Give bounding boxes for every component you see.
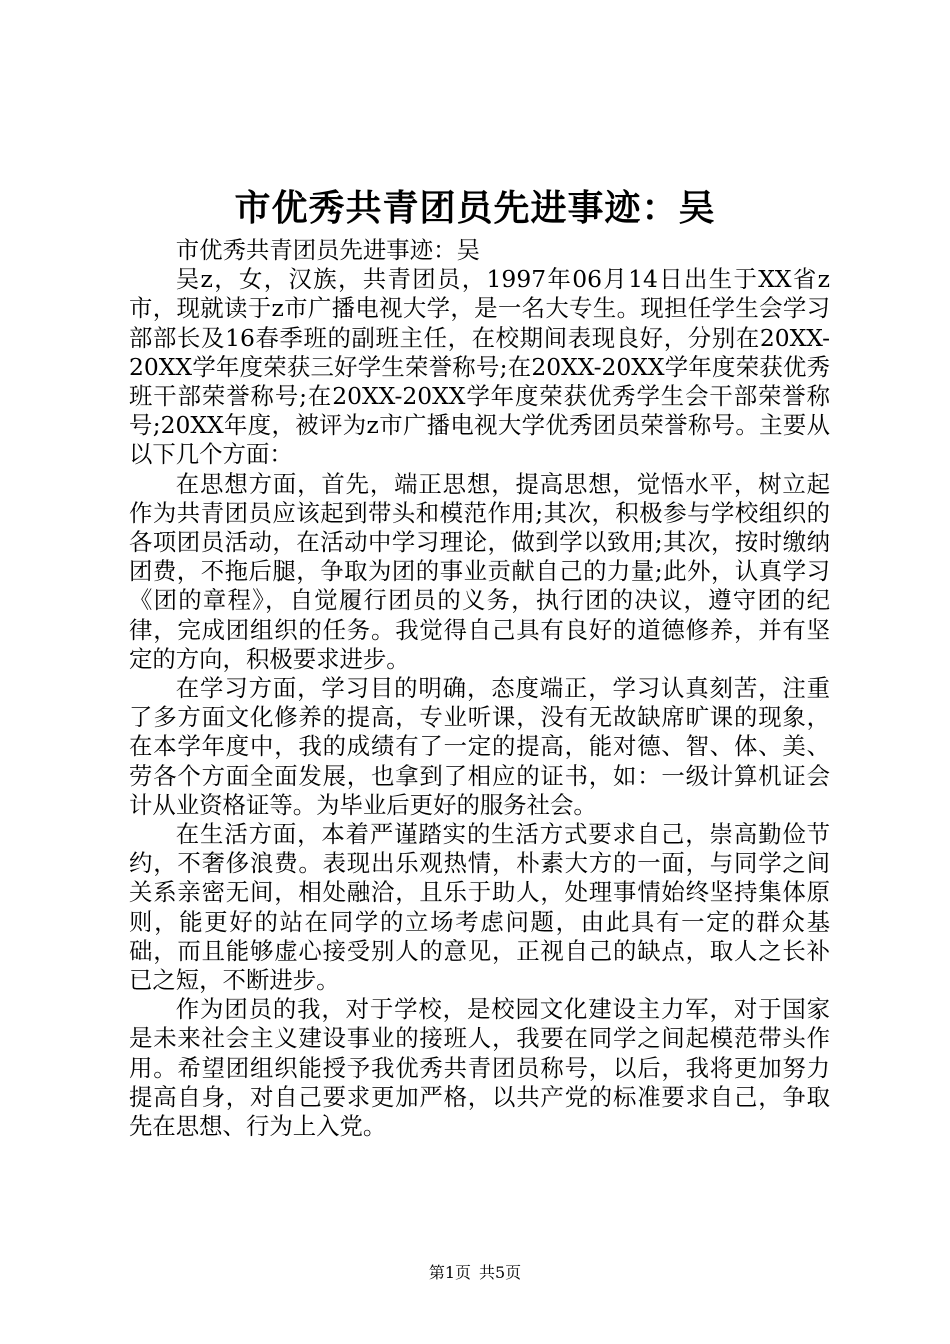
page-total: 共5页 (479, 1263, 522, 1282)
paragraph-study: 在学习方面，学习目的明确，态度端正，学习认真刻苦，注重了多方面文化修养的提高，专业听课，没有无故缺席旷课的现象，在本学年度中，我的成绩有了一定的提高，能对德、智、体、美、劳各个方面全面发展，也拿到了相应的证书，如：一级计算机证会计从业资格证等。为毕业后更好的服务社会。 (129, 674, 830, 819)
paragraph-ideology: 在思想方面，首先，端正思想，提高思想，觉悟水平，树立起作为共青团员应该起到带头和模范作用;其次，积极参与学校组织的各项团员活动，在活动中学习理论，做到学以致用;其次，按时缴纳团费，不拖后腿，争取为团的事业贡献自己的力量;此外，认真学习《团的章程》，自觉履行团员的义务，执行团的决议，遵守团的纪律，完成团组织的任务。我觉得自己具有良好的道德修养，并有坚定的方向，积极要求进步。 (129, 469, 830, 673)
page-footer (0, 1262, 950, 1284)
document-title: 市优秀共青团员先进事迹：吴 (234, 187, 716, 229)
paragraph-subtitle: 市优秀共青团员先进事迹：吴 (175, 236, 480, 264)
paragraph-conclusion: 作为团员的我，对于学校，是校园文化建设主力军，对于国家是未来社会主义建设事业的接班人，我要在同学之间起模范带头作用。希望团组织能授予我优秀共青团员称号，以后，我将更加努力提高自身，对自己要求更加严格，以共产党的标准要求自己，争取先在思想、行为上入党。 (129, 995, 830, 1141)
document-body (129, 236, 830, 1141)
paragraph-life: 在生活方面，本着严谨踏实的生活方式要求自己，崇高勤俭节约，不奢侈浪费。表现出乐观热情，朴素大方的一面，与同学之间关系亲密无间，相处融洽，且乐于助人，处理事情始终坚持集体原则，能更好的站在同学的立场考虑问题，由此具有一定的群众基础，而且能够虚心接受别人的意见，正视自己的缺点，取人之长补已之短，不断进步。 (129, 820, 830, 995)
page-number: 第1页 (428, 1263, 471, 1282)
paragraph-profile: 吴z，女，汉族，共青团员，1997年06月14日出生于XX省z市，现就读于z市广播电视大学，是一名大专生。现担任学生会学习部部长及16春季班的副班主任，在校期间表现良好，分别在20XX-20XX学年度荣获三好学生荣誉称号;在20XX-20XX学年度荣获优秀班干部荣誉称号;在20XX-20XX学年度荣获优秀学生会干部荣誉称号;20XX年度，被评为z市广播电视大学优秀团员荣誉称号。主要从以下几个方面： (129, 265, 830, 469)
